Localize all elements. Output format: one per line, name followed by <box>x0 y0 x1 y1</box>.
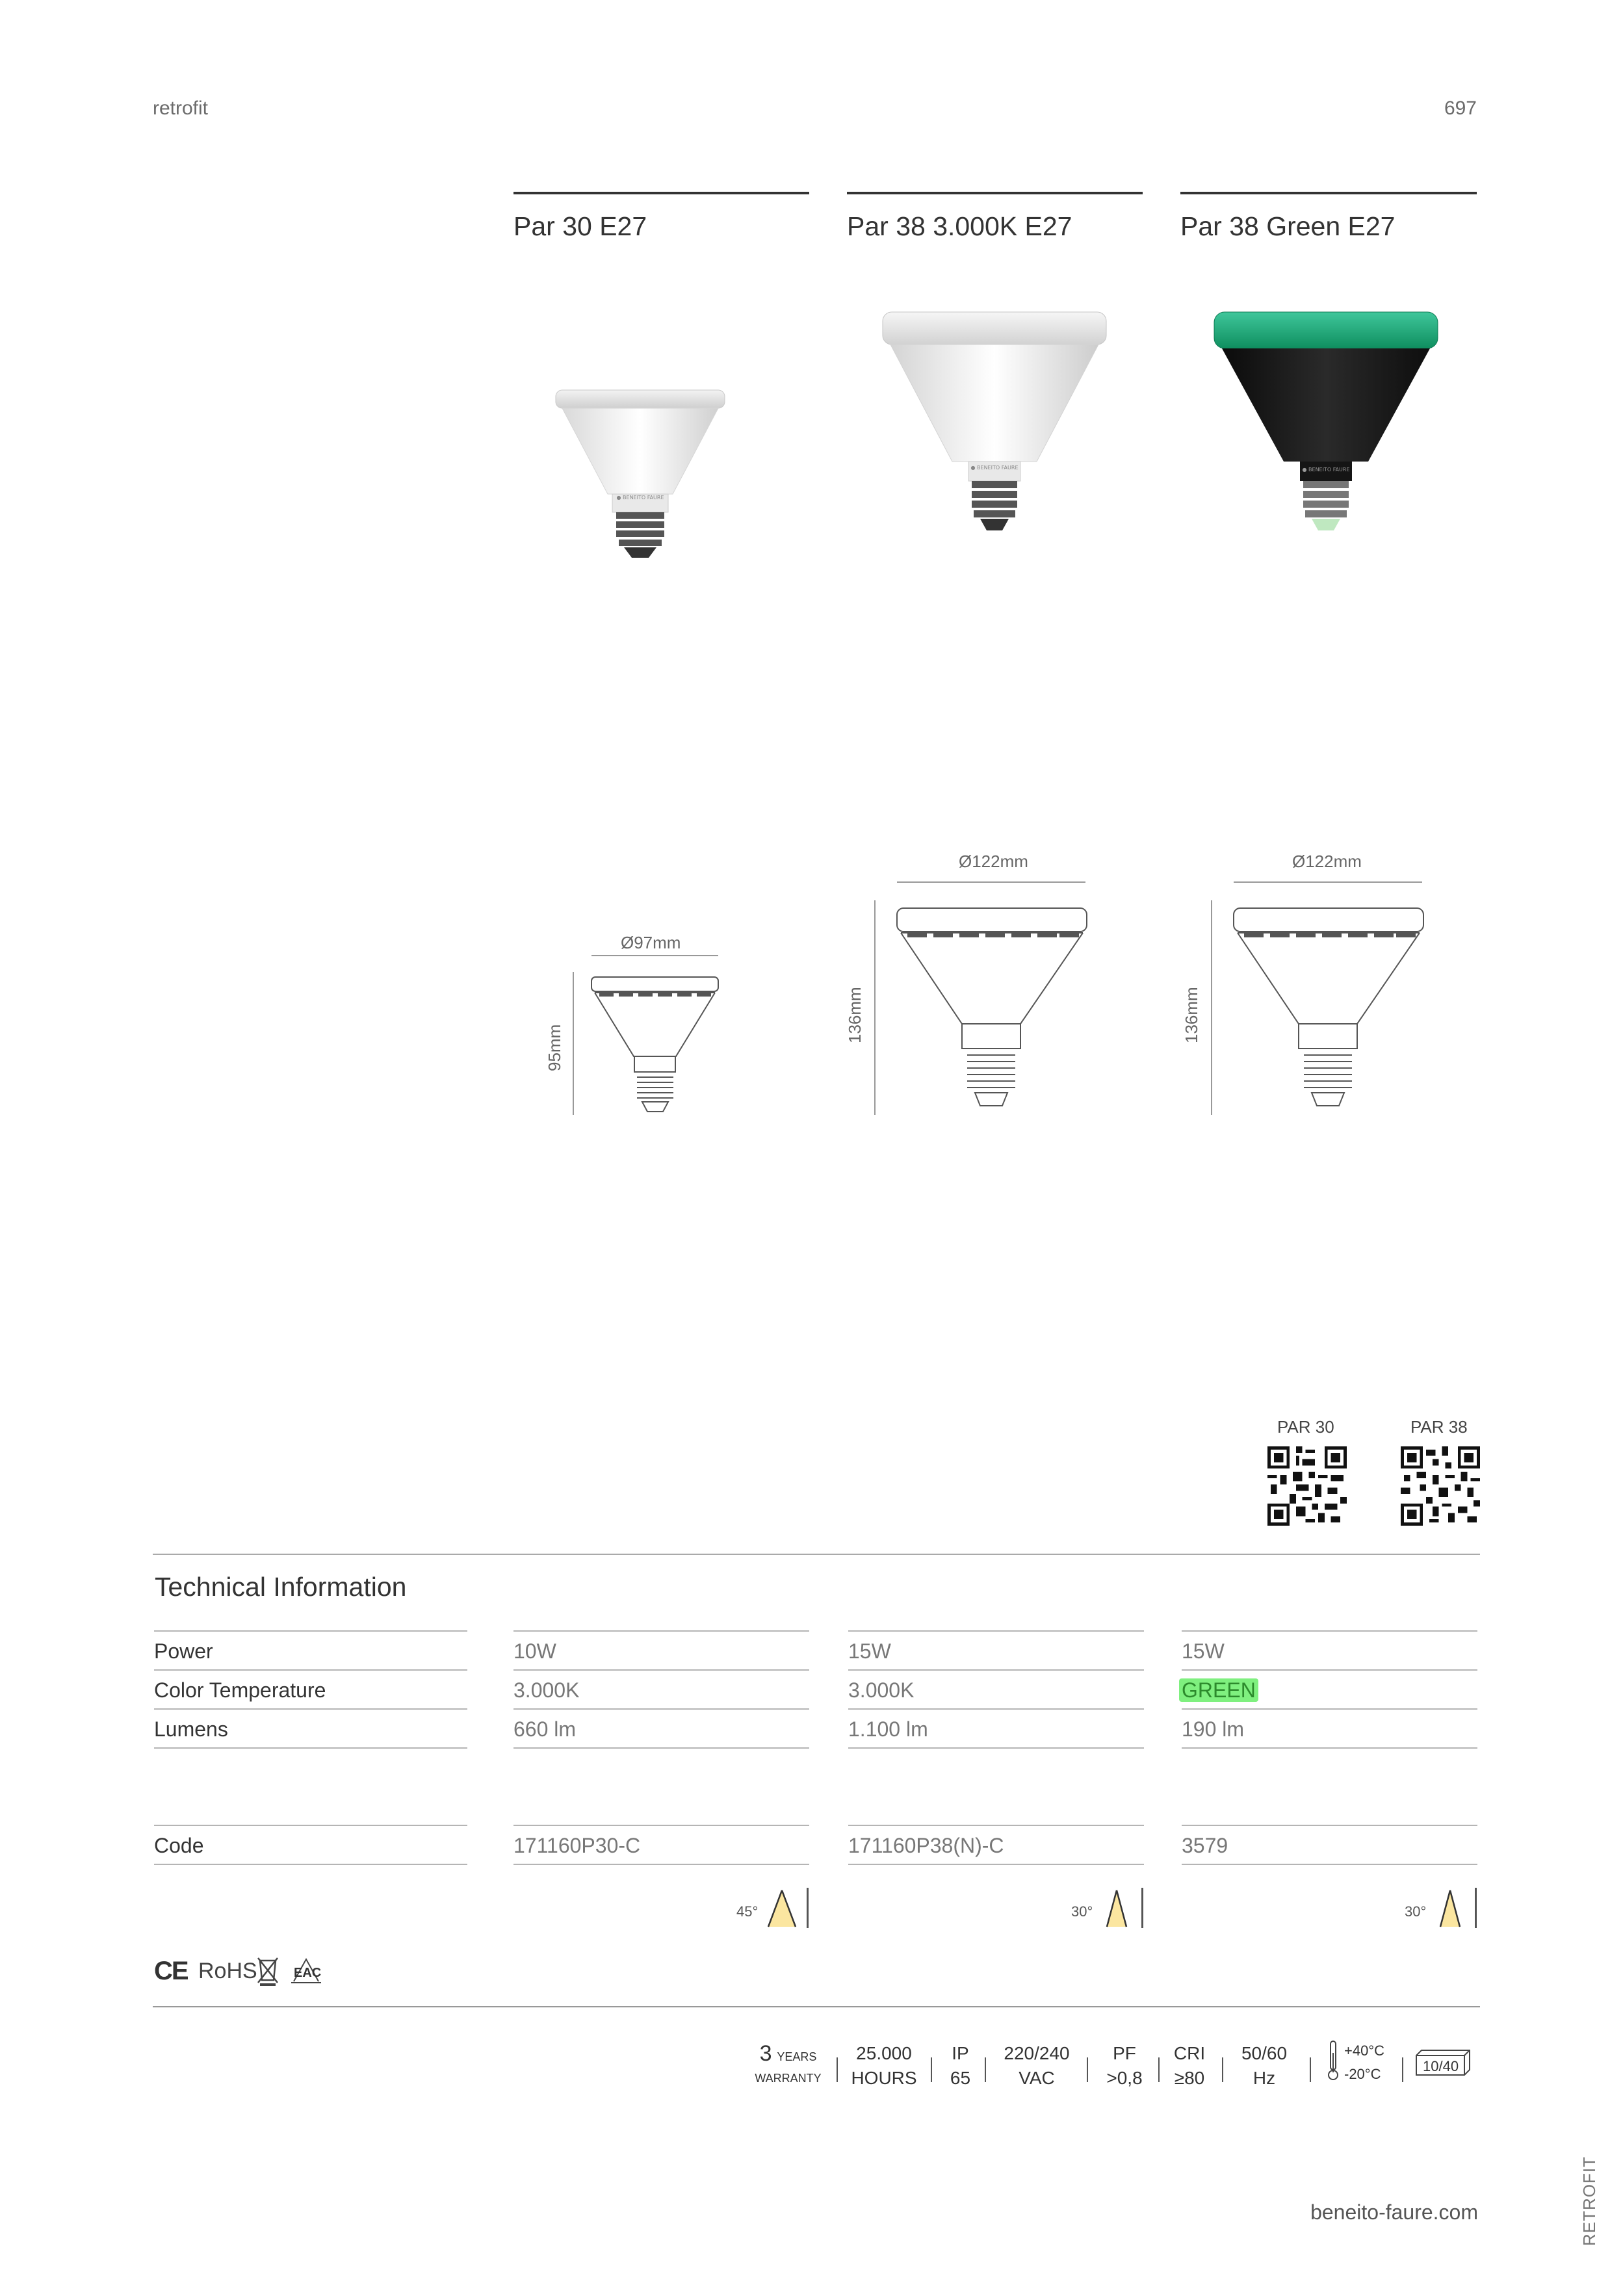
svg-text:● BENEITO FAURE: ● BENEITO FAURE <box>1302 467 1350 473</box>
packaging-box: 10/40 <box>1414 2048 1472 2076</box>
ce-mark: CE <box>154 1957 188 1985</box>
footer-url[interactable]: beneito-faure.com <box>1310 2200 1478 2224</box>
warranty-spec: 3 YEARS $^{WARRANTY}$ <box>755 2041 822 2085</box>
row-label-color-temperature: Color Temperature <box>154 1678 326 1702</box>
beam-angle-3-value: 30° <box>1405 1903 1427 1920</box>
product-rule-2 <box>847 192 1143 194</box>
voltage-spec: 220/240 VAC <box>1004 2043 1070 2088</box>
technical-title: Technical Information <box>155 1572 407 1602</box>
qr-code-par30[interactable] <box>1267 1446 1347 1526</box>
beam-icon <box>766 1889 798 1928</box>
temperature-max: +40°C <box>1344 2042 1385 2059</box>
weee-bin-icon <box>255 1954 281 1987</box>
product-image-par38 <box>871 306 1118 566</box>
beam-angle-1 <box>736 1888 811 1929</box>
lifetime-spec: 25.000 HOURS <box>851 2043 917 2088</box>
beam-angle-2-value: 30° <box>1071 1903 1093 1920</box>
rohs-mark: RoHS <box>198 1959 257 1983</box>
lumens-value-2: 1.100 lm <box>848 1717 928 1741</box>
product-rule-3 <box>1180 192 1477 194</box>
page-number: 697 <box>1444 98 1477 119</box>
footer-side-label: RETROFIT <box>1579 2156 1599 2246</box>
color-temp-value-2: 3.000K <box>848 1678 915 1702</box>
code-value-3: 3579 <box>1182 1834 1228 1857</box>
power-factor-spec: PF >0,8 <box>1106 2043 1143 2088</box>
beam-angle-2 <box>1071 1888 1146 1929</box>
code-value-1: 171160P30-C <box>513 1834 641 1857</box>
technical-top-rule <box>153 1554 1480 1555</box>
frequency-spec: 50/60 Hz <box>1241 2043 1288 2088</box>
eac-mark: EAC <box>290 1957 322 1985</box>
product-title-3: Par 38 Green E27 <box>1180 211 1396 241</box>
qr-label-par38: PAR 38 <box>1410 1417 1468 1437</box>
product-title-2: Par 38 3.000K E27 <box>847 211 1072 241</box>
dim-diameter-1: Ø97mm <box>621 933 681 952</box>
product-title-1: Par 30 E27 <box>513 211 647 241</box>
lumens-value-1: 660 lm <box>513 1717 577 1741</box>
beam-angle-3 <box>1405 1888 1479 1929</box>
product-image-par38-green <box>1202 306 1449 566</box>
thermometer-icon <box>1326 2040 1340 2081</box>
dim-diameter-2: Ø122mm <box>959 852 1028 871</box>
power-value-1: 10W <box>513 1639 556 1663</box>
qr-code-par38[interactable] <box>1401 1446 1480 1526</box>
lumens-value-3: 190 lm <box>1182 1717 1245 1741</box>
beam-icon <box>1100 1889 1133 1928</box>
dim-diameter-3: Ø122mm <box>1292 852 1362 871</box>
color-temp-value-1: 3.000K <box>513 1678 580 1702</box>
product-rule-1 <box>513 192 809 194</box>
dim-height-2: 136mm <box>845 987 864 1043</box>
temperature-min: -20°C <box>1344 2066 1381 2082</box>
beam-angle-1-value: 45° <box>736 1903 759 1920</box>
drawing-par38 <box>864 874 1098 1121</box>
row-label-lumens: Lumens <box>154 1717 228 1741</box>
dim-height-1: 95mm <box>545 1024 564 1071</box>
power-value-2: 15W <box>848 1639 891 1663</box>
qr-label-par30: PAR 30 <box>1277 1417 1334 1437</box>
code-value-2: 171160P38(N)-C <box>848 1834 1004 1857</box>
drawing-par38-green <box>1201 874 1435 1121</box>
color-temp-value-3: GREEN <box>1179 1678 1258 1702</box>
section-label: retrofit <box>153 98 209 119</box>
drawing-par30 <box>559 952 728 1121</box>
svg-text:● BENEITO FAURE: ● BENEITO FAURE <box>970 465 1019 471</box>
beam-icon <box>1434 1889 1466 1928</box>
power-value-3: 15W <box>1182 1639 1225 1663</box>
svg-text:● BENEITO FAURE: ● BENEITO FAURE <box>616 495 664 501</box>
cri-spec: CRI ≥80 <box>1173 2043 1206 2088</box>
ip-rating-spec: IP 65 <box>950 2043 971 2088</box>
row-label-code: Code <box>154 1834 204 1857</box>
dim-height-3: 136mm <box>1182 987 1201 1043</box>
product-image-par30 <box>539 377 734 566</box>
row-label-power: Power <box>154 1639 213 1663</box>
certifications-rule <box>153 2006 1480 2007</box>
